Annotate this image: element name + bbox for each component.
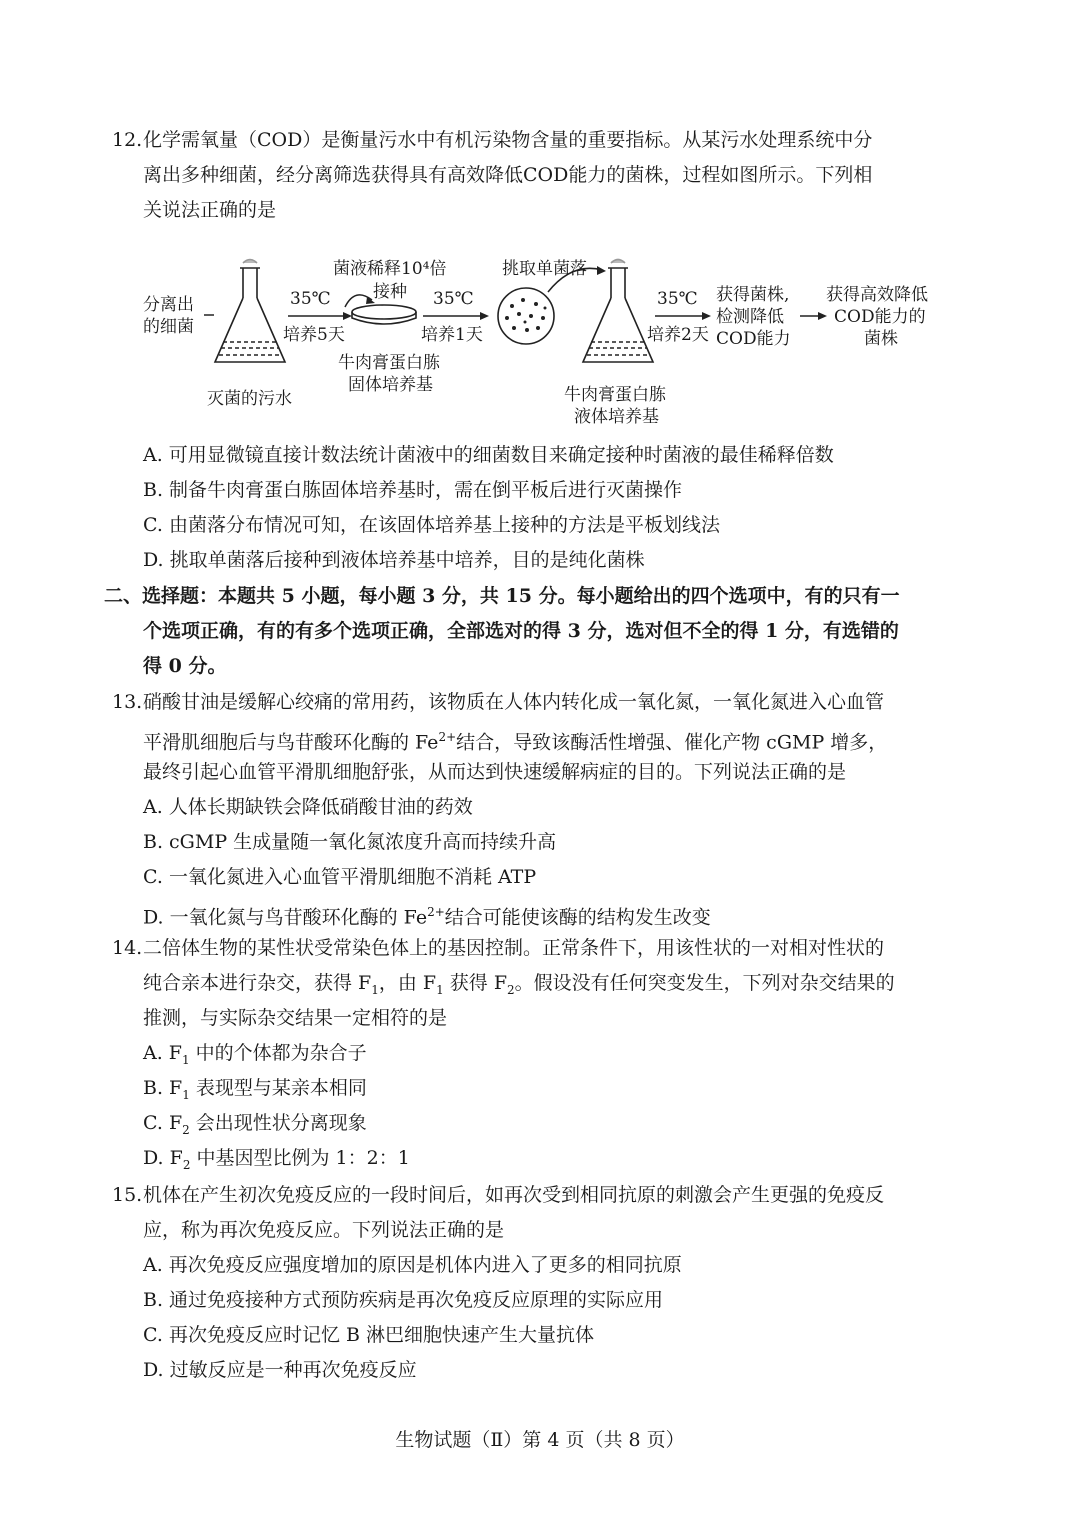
- q15-option-a: A. 再次免疫反应强度增加的原因是机体内进入了更多的相同抗原: [143, 1254, 682, 1276]
- q15-stem-line1: 机体在产生初次免疫反应的一段时间后，如再次受到相同抗原的刺激会产生更强的免疫反: [143, 1184, 885, 1206]
- q14-option-b: B. $F_1$ 表现型与某亲本相同: [143, 1077, 367, 1102]
- q15-stem-line2: 应，称为再次免疫反应。下列说法正确的是: [143, 1219, 505, 1241]
- q14-stem-line2: 纯合亲本进行杂交，获得 $F_1$，由 $F_1$ 获得 $F_2$。假设没有任何突变发生，下列对杂交结果的: [143, 972, 895, 997]
- diagram-step1-temp: 35℃: [290, 289, 331, 309]
- diagram-plate-label-line1: 牛肉膏蛋白胨: [338, 353, 440, 373]
- q12-stem-line2: 离出多种细菌，经分离筛选获得具有高效降低COD能力的菌株，过程如图所示。下列相: [143, 164, 873, 186]
- section2-heading-line3: 得 0 分。: [143, 655, 227, 677]
- diagram-obtain-line1: 获得菌株,: [716, 285, 790, 305]
- arrow-icon: [423, 312, 489, 320]
- diagram-step2-time: 培养1天: [421, 325, 483, 345]
- q14-stem-line3: 推测，与实际杂交结果一定相符的是: [143, 1007, 448, 1029]
- diagram-start-line1: 分离出: [143, 295, 194, 315]
- diagram-drawing: [0, 0, 1080, 440]
- q14-option-d: D. $F_2$ 中基因型比例为 1：2：1: [143, 1147, 410, 1172]
- diagram-inoculate: 接种: [373, 282, 407, 302]
- q14-option-a: A. $F_1$ 中的个体都为杂合子: [143, 1042, 367, 1067]
- colony-plate-icon: [498, 288, 554, 344]
- plate-icon: [352, 305, 416, 324]
- diagram-obtain-line2: 检测降低: [716, 307, 784, 327]
- diagram-dilute: 菌液稀释10⁴倍: [333, 259, 447, 279]
- q12-stem-line3: 关说法正确的是: [143, 199, 277, 221]
- diagram-flask1-label: 灭菌的污水: [207, 389, 292, 409]
- diagram-start-line2: 的细菌: [143, 317, 194, 337]
- diagram-step1-time: 培养5天: [283, 325, 345, 345]
- q12-number: 12.: [112, 129, 143, 151]
- q12-option-d: D. 挑取单菌落后接种到液体培养基中培养，目的是纯化菌株: [143, 549, 645, 571]
- q14-stem-line1: 二倍体生物的某性状受常染色体上的基因控制。正常条件下，用该性状的一对相对性状的: [143, 937, 885, 959]
- q13-option-a: A. 人体长期缺铁会降低硝酸甘油的药效: [143, 796, 473, 818]
- diagram-pick: 挑取单菌落: [502, 259, 587, 279]
- q13-option-d: D. 一氧化氮与鸟苷酸环化酶的 $Fe^{2+}$结合可能使该酶的结构发生改变: [143, 905, 711, 929]
- arrow-icon: [800, 312, 827, 320]
- diagram-result-line2: COD能力的: [834, 307, 926, 327]
- diagram-step3-temp: 35℃: [657, 289, 698, 309]
- q12-option-c: C. 由菌落分布情况可知，在该固体培养基上接种的方法是平板划线法: [143, 514, 720, 536]
- diagram-step2-temp: 35℃: [433, 289, 474, 309]
- q13-option-b: B. cGMP 生成量随一氧化氮浓度升高而持续升高: [143, 831, 557, 853]
- arrow-icon: [288, 312, 352, 320]
- diagram-obtain-line3: COD能力: [716, 329, 791, 349]
- diagram-result-line3: 菌株: [864, 329, 898, 349]
- flask-1-icon: [215, 260, 285, 363]
- page-footer: 生物试题（Ⅱ）第 4 页（共 8 页）: [395, 1429, 685, 1451]
- q15-number: 15.: [112, 1184, 143, 1206]
- diagram-step3-time: 培养2天: [647, 325, 709, 345]
- diagram-plate-label-line2: 固体培养基: [348, 375, 433, 395]
- q15-option-c: C. 再次免疫反应时记忆 B 淋巴细胞快速产生大量抗体: [143, 1324, 594, 1346]
- flask-2-icon: [583, 260, 653, 363]
- diagram-flask2-label-line2: 液体培养基: [574, 407, 659, 427]
- q14-option-c: C. $F_2$ 会出现性状分离现象: [143, 1112, 367, 1137]
- q13-option-c: C. 一氧化氮进入心血管平滑肌细胞不消耗 ATP: [143, 866, 537, 888]
- q15-option-b: B. 通过免疫接种方式预防疾病是再次免疫反应原理的实际应用: [143, 1289, 664, 1311]
- section2-heading-line2: 个选项正确，有的有多个选项正确，全部选对的得 3 分，选对但不全的得 1 分，有选错的: [143, 620, 899, 642]
- section2-heading-line1: 二、选择题：本题共 5 小题，每小题 3 分，共 15 分。每小题给出的四个选项中，有的只有一: [104, 585, 900, 607]
- diagram-flask2-label-line1: 牛肉膏蛋白胨: [564, 385, 666, 405]
- arrow-icon: [655, 312, 711, 320]
- q12-option-a: A. 可用显微镜直接计数法统计菌液中的细菌数目来确定接种时菌液的最佳稀释倍数: [143, 444, 834, 466]
- q13-stem-line1: 硝酸甘油是缓解心绞痛的常用药，该物质在人体内转化成一氧化氮，一氧化氮进入心血管: [143, 691, 885, 713]
- q13-stem-line3: 最终引起心血管平滑肌细胞舒张，从而达到快速缓解病症的目的。下列说法正确的是: [143, 761, 847, 783]
- q12-stem-line1: 化学需氧量（COD）是衡量污水中有机污染物含量的重要指标。从某污水处理系统中分: [143, 129, 873, 151]
- q14-number: 14.: [112, 937, 143, 959]
- q13-number: 13.: [112, 691, 143, 713]
- q15-option-d: D. 过敏反应是一种再次免疫反应: [143, 1359, 417, 1381]
- diagram-result-line1: 获得高效降低: [826, 285, 928, 305]
- q13-stem-line2: 平滑肌细胞后与鸟苷酸环化酶的 $Fe^{2+}$结合，导致该酶活性增强、催化产物 cGMP 增多，: [143, 730, 888, 754]
- q12-option-b: B. 制备牛肉膏蛋白胨固体培养基时，需在倒平板后进行灭菌操作: [143, 479, 683, 501]
